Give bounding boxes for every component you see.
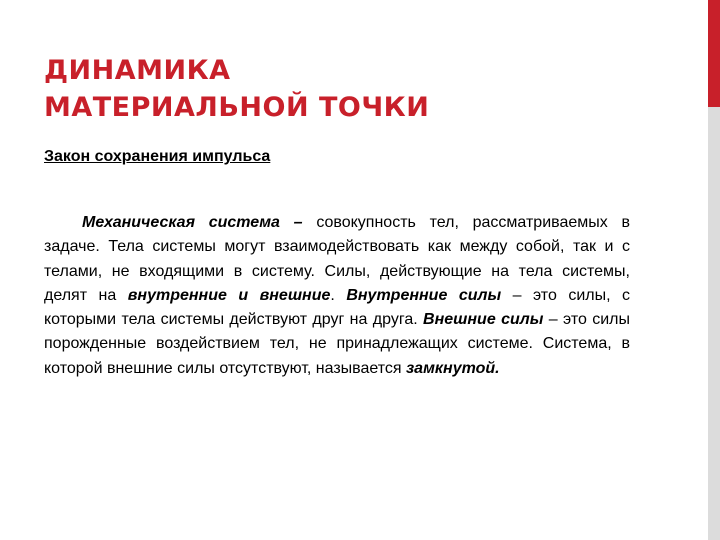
slide-subtitle: Закон сохранения импульса (44, 148, 271, 165)
term-internal-forces: Внутренние силы (346, 286, 502, 304)
paragraph-segment: совокупность тел, рассматриваемых в задаче. Тела системы могут взаимодействовать как между собой, так и с телами, не входящими в систему. Силы, действующие на тела системы, делят на (44, 214, 630, 304)
term-closed-system: замкнутой. (406, 359, 500, 377)
paragraph-segment: – это силы, с которыми тела системы действуют друг на друга. (44, 286, 631, 329)
accent-bar-gray (708, 107, 720, 540)
term-mechanical-system: Механическая система – (82, 214, 303, 231)
paragraph-segment: . (330, 286, 347, 304)
body-paragraph (44, 211, 630, 381)
slide-title-line-1: ДИНАМИКА (44, 55, 231, 86)
accent-bar-red (708, 0, 720, 107)
slide-title (44, 52, 684, 126)
slide-title-line-2: МАТЕРИАЛЬНОЙ ТОЧКИ (44, 92, 430, 123)
term-internal-external: внутренние и внешние (127, 286, 331, 304)
term-external-forces: Внешние силы (423, 311, 544, 329)
paragraph-segment: – это силы порожденные воздействием тел, не принадлежащих системе. Система, в которой внешние силы отсутствуют, называется (44, 311, 630, 377)
